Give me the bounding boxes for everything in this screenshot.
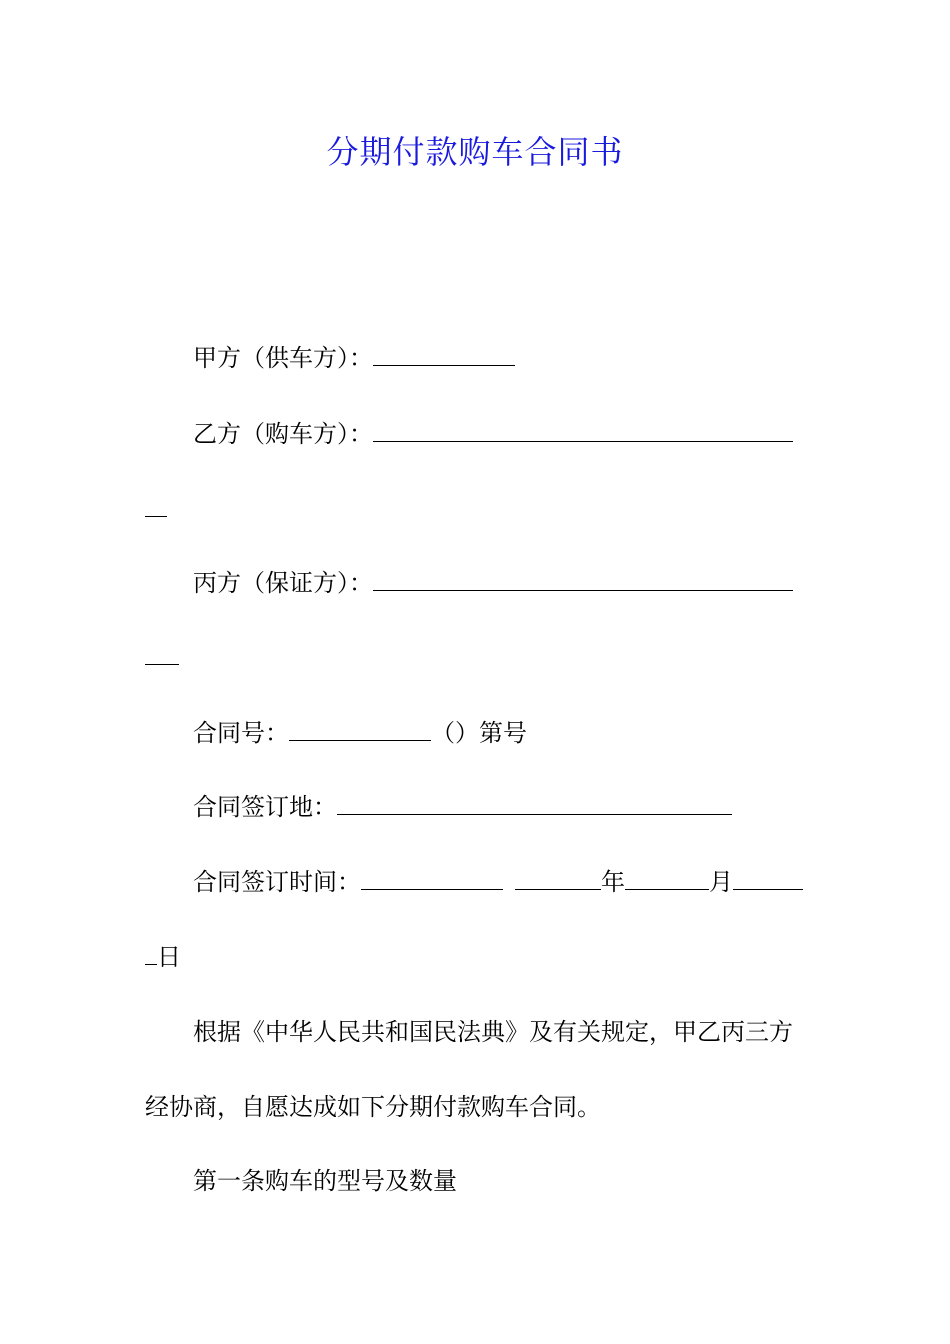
article-1-title: 第一条购车的型号及数量	[193, 1167, 457, 1195]
party-a-line	[193, 341, 515, 375]
day-line	[145, 940, 181, 974]
party-a-blank	[373, 341, 515, 366]
month-blank	[625, 865, 709, 890]
sign-place-label: 合同签订地：	[193, 793, 337, 821]
year-blank	[515, 865, 601, 890]
day-blank-tail	[145, 940, 157, 965]
sign-time-label: 合同签订时间：	[193, 868, 361, 896]
party-b-blank-continued	[145, 492, 167, 526]
party-c-blank	[373, 566, 793, 591]
contract-no-line	[193, 716, 527, 750]
month-label: 月	[709, 868, 733, 896]
document-title: 分期付款购车合同书	[326, 133, 624, 171]
party-c-blank-tail	[145, 640, 179, 665]
sign-time-line	[193, 865, 803, 899]
party-c-blank-continued	[145, 640, 179, 674]
contract-no-label: 合同号：	[193, 719, 289, 747]
party-b-label: 乙方（购车方）：	[193, 420, 373, 448]
day-label: 日	[157, 943, 181, 971]
party-b-blank-tail	[145, 492, 167, 517]
sign-place-line	[193, 790, 732, 824]
party-a-label: 甲方（供车方）：	[193, 344, 373, 372]
paragraph-1-line-1: 根据《中华人民共和国民法典》及有关规定，甲乙丙三方	[193, 1018, 793, 1046]
day-blank	[733, 865, 803, 890]
sign-place-blank	[337, 790, 732, 815]
year-label: 年	[601, 868, 625, 896]
contract-no-blank	[289, 716, 431, 741]
party-b-blank	[373, 417, 793, 442]
contract-no-suffix: （）第号	[431, 719, 527, 747]
sign-time-blank	[361, 865, 503, 890]
party-c-line	[193, 566, 793, 600]
paragraph-1-line-2: 经协商，自愿达成如下分期付款购车合同。	[145, 1093, 601, 1121]
party-b-line	[193, 417, 793, 451]
party-c-label: 丙方（保证方）：	[193, 569, 373, 597]
